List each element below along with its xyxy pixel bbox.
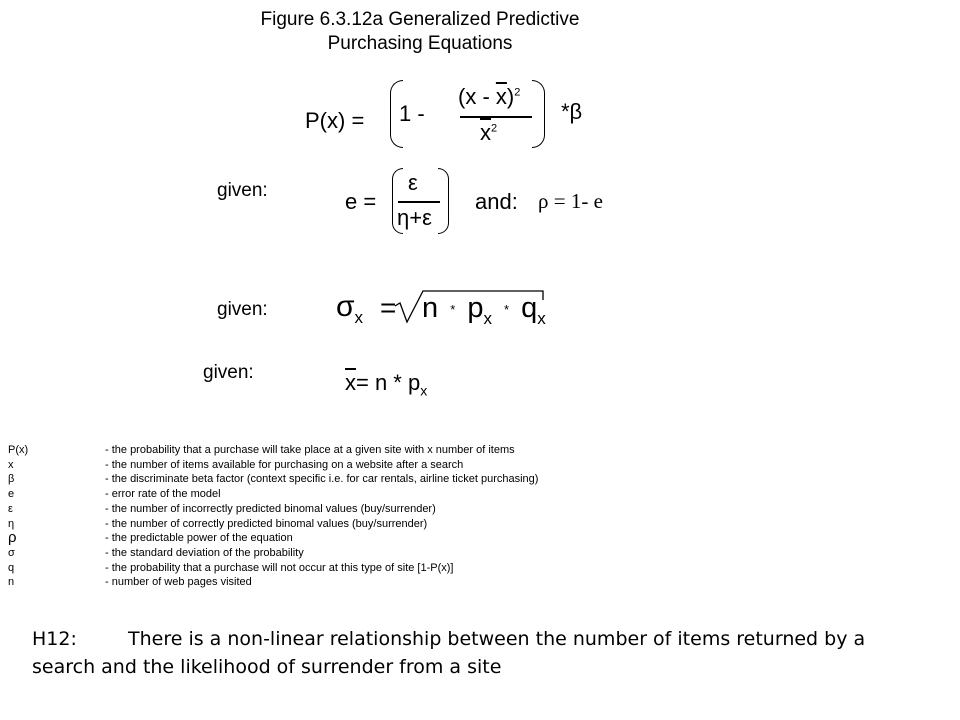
eq2-lhs: e =: [345, 189, 377, 214]
definition-text: - the probability that a purchase will take place at a given site with x number of items: [105, 444, 515, 456]
eq2-denominator: η+ε: [397, 205, 432, 230]
definition-symbol: ε: [8, 502, 13, 515]
eq1-lhs: P(x) =: [305, 108, 365, 133]
hypothesis: [32, 625, 932, 681]
definition-row: [8, 517, 538, 532]
eq1-numerator-a: (x -: [458, 84, 496, 109]
eq1-one-minus: 1 -: [399, 101, 425, 126]
eq1-fraction-line: [460, 116, 532, 118]
definition-text: - number of web pages visited: [105, 576, 252, 589]
definition-symbol: e: [8, 488, 15, 501]
eq2-numerator: ε: [408, 170, 418, 195]
figure-title-line1: Figure 6.3.12a Generalized Predictive: [260, 9, 580, 30]
eq3-p-sub: x: [483, 308, 492, 328]
eq1-numerator: [458, 84, 520, 110]
eq3-radicand: [422, 292, 546, 329]
definition-text: - error rate of the model: [105, 488, 221, 501]
eq4-xbar: $\overline{x}$: [345, 370, 356, 395]
definition-symbol: ρ: [8, 529, 17, 547]
definition-symbol: x: [8, 458, 14, 471]
eq3-sigma: [336, 290, 363, 328]
eq1-beta: *β: [561, 99, 583, 124]
given-label-1: given:: [217, 180, 268, 201]
definition-symbol: σ: [8, 546, 15, 559]
definition-row: [8, 472, 538, 487]
definition-text: - the number of correctly predicted binomal values (buy/surrender): [105, 517, 428, 530]
definition-row: [8, 443, 538, 458]
eq1-denominator: [480, 120, 497, 146]
eq3-q-sub: x: [537, 308, 546, 328]
eq1-numerator-b: ): [506, 84, 515, 109]
eq4-p-sub: x: [420, 382, 428, 399]
definition-row: [8, 575, 538, 590]
eq2-right-paren: [438, 168, 449, 234]
eq1-denominator-xbar: $\overline{x}$: [480, 120, 491, 145]
definition-row: [8, 502, 538, 517]
eq3-equals: =: [380, 292, 397, 323]
eq4: [345, 370, 427, 398]
eq3-q: q: [521, 292, 538, 324]
definition-text: - the predictable power of the equation: [105, 532, 293, 545]
eq1-numerator-xbar: $\overline{x}$: [495, 84, 507, 109]
definition-symbol: n: [8, 576, 15, 589]
eq3-star1: *: [450, 301, 456, 317]
figure-title: [0, 8, 840, 56]
definition-symbol: β: [8, 473, 15, 486]
definition-row: [8, 546, 538, 561]
eq3-n: n: [422, 292, 439, 324]
definition-text: - the probability that a purchase will not occur at this type of site [1-P(x)]: [105, 561, 454, 574]
definition-symbol: P(x): [8, 444, 29, 456]
definition-row: [8, 531, 538, 546]
definition-text: - the discriminate beta factor (context specific i.e. for car rentals, airline ticket purchasing): [105, 473, 539, 486]
hypothesis-text-line2: search and the likelihood of surrender from a site: [32, 656, 502, 678]
given-label-3: given:: [203, 362, 254, 383]
eq1-right-paren: [532, 80, 545, 148]
definition-row: [8, 561, 538, 576]
definition-text: - the number of items available for purchasing on a website after a search: [105, 458, 464, 471]
definition-row: [8, 458, 538, 473]
eq2-fraction-line: [398, 201, 440, 203]
definition-symbol: η: [8, 517, 15, 530]
hypothesis-text-line1: There is a non-linear relationship between the number of items returned by a: [128, 628, 866, 650]
eq1-numerator-exponent: 2: [514, 86, 521, 99]
eq3-star2: *: [504, 301, 510, 317]
hypothesis-label: H12:: [32, 628, 77, 650]
definition-symbol: q: [8, 561, 15, 574]
definition-row: [8, 487, 538, 502]
figure-title-line2: Purchasing Equations: [327, 33, 513, 54]
eq2-rho-expression: ρ = 1- e: [538, 189, 603, 213]
eq3-p: p: [467, 292, 484, 324]
eq2-and-label: and:: [475, 189, 518, 214]
eq3-sigma-sub: x: [354, 308, 364, 327]
eq1-denominator-exponent: 2: [491, 122, 498, 135]
definitions-list: [8, 443, 538, 590]
eq3-sigma-symbol: σ: [336, 290, 355, 323]
eq4-rest: = n * p: [356, 370, 421, 395]
definition-text: - the standard deviation of the probability: [105, 546, 304, 559]
definition-text: - the number of incorrectly predicted binomal values (buy/surrender): [105, 502, 436, 515]
given-label-2: given:: [217, 299, 268, 320]
